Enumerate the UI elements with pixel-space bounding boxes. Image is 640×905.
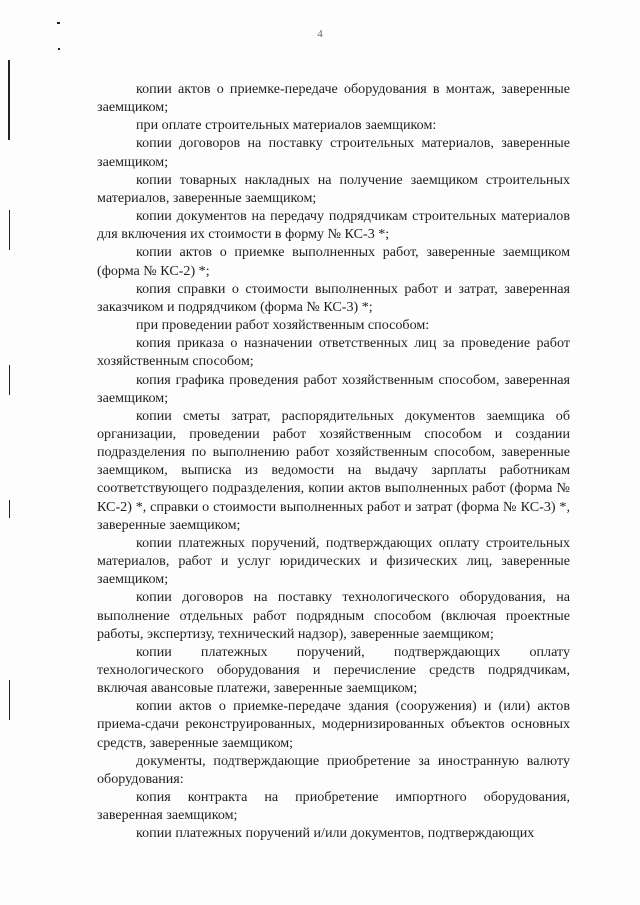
paragraph: копии товарных накладных на получение заемщиком строительных материалов, заверенные заемщиком; <box>97 171 570 206</box>
paragraph: копии платежных поручений, подтверждающих оплату строительных материалов, работ и услуг юридических и физических лиц, заверенные заемщиком; <box>97 534 570 588</box>
scan-mark <box>58 48 60 50</box>
scan-edge-line <box>9 680 10 720</box>
scan-edge-line <box>8 60 10 140</box>
paragraph: копия справки о стоимости выполненных работ и затрат, заверенная заказчиком и подрядчиком (форма № КС-3) *; <box>97 280 570 315</box>
paragraph: документы, подтверждающие приобретение за иностранную валюту оборудования: <box>97 752 570 787</box>
paragraph: копии договоров на поставку технологического оборудования, на выполнение отдельных работ подрядным способом (включая проектные работы, экспертизу, технический надзор), заверенные заемщиком; <box>97 589 570 642</box>
document-body <box>97 80 570 843</box>
paragraph: копии сметы затрат, распорядительных документов заемщика об организации, проведении работ хозяйственным способом и создании подразделения по выполнению работ хозяйственным способом, заверенные заемщиком, выписка из ведомости на выдачу зарплаты работникам соответствующего подразделения, копии актов выполненных работ (форма № КС-2) *, справки о стоимости выполненных работ и затрат (форма № КС-3) *, заверенные заемщиком; <box>97 407 570 533</box>
paragraph: копии платежных поручений и/или документов, подтверждающих <box>136 825 535 842</box>
paragraph: при оплате строительных материалов заемщиком: <box>136 117 437 134</box>
paragraph: копия приказа о назначении ответственных лиц за проведение работ хозяйственным способом; <box>97 335 570 370</box>
paragraph: копии договоров на поставку строительных материалов, заверенные заемщиком; <box>97 135 570 170</box>
paragraph: копии актов о приемке выполненных работ, заверенные заемщиком (форма № КС-2) *; <box>97 244 570 279</box>
paragraph: при проведении работ хозяйственным способом: <box>136 317 430 334</box>
paragraph: копия контракта на приобретение импортного оборудования, заверенная заемщиком; <box>97 789 570 824</box>
paragraph: копии документов на передачу подрядчикам строительных материалов для включения их стоимости в форму № КС-3 *; <box>97 208 570 243</box>
page-number: 4 <box>317 28 323 40</box>
paragraph: копии актов о приемке-передаче оборудования в монтаж, заверенные заемщиком; <box>97 81 570 116</box>
paragraph: копия графика проведения работ хозяйственным способом, заверенная заемщиком; <box>97 371 570 406</box>
scan-edge-line <box>9 365 10 395</box>
scan-edge-line <box>9 500 10 518</box>
paragraph: копии актов о приемке-передаче здания (сооружения) и (или) актов приема-сдачи реконструированных, модернизированных объектов основных средств, заверенные заемщиком; <box>97 698 570 751</box>
paragraph: копии платежных поручений, подтверждающих оплату технологического оборудования и перечисление средств подрядчикам, включая авансовые платежи, заверенные заемщиком; <box>97 643 570 697</box>
scan-mark <box>57 22 60 24</box>
scan-edge-line <box>9 210 10 250</box>
